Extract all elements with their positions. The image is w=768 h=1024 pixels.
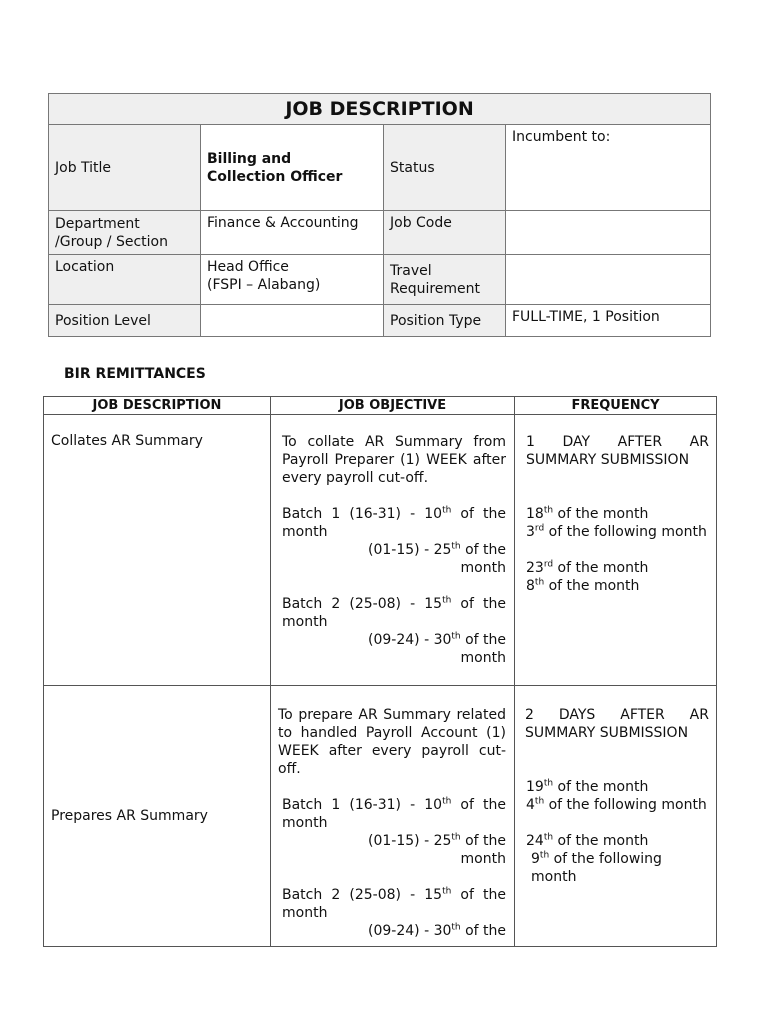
batch2-line-b: (09-24) - 30th of the month <box>368 631 506 666</box>
position-type-value: FULL-TIME, 1 Position <box>506 305 711 337</box>
table-row <box>44 415 717 686</box>
batch1-line-b: (01-15) - 25th of the month <box>368 832 506 867</box>
position-level-value <box>201 305 384 337</box>
batch2-line-a: Batch 2 (25-08) - 15th of the month <box>282 595 507 630</box>
batch2-line-a: Batch 2 (25-08) - 15th of the month <box>282 886 507 921</box>
document-title: JOB DESCRIPTION <box>49 94 711 125</box>
travel-requirement-value <box>506 255 711 305</box>
location-label: Location <box>49 255 201 305</box>
table-row <box>44 686 717 947</box>
travel-requirement-label: Travel Requirement <box>384 255 506 305</box>
position-type-label: Position Type <box>384 305 506 337</box>
batch1-line-a: Batch 1 (16-31) - 10th of the month <box>282 505 507 540</box>
bir-remittances-table <box>43 396 717 947</box>
row-frequency: 1 DAY AFTER AR SUMMARY SUBMISSION 18th of the month 3rd of the following month 23rd of the month 8th of the month <box>515 415 717 686</box>
job-title-label: Job Title <box>49 125 201 211</box>
job-title-value: Billing and Collection Officer <box>201 125 384 211</box>
status-value: Incumbent to: <box>506 125 711 211</box>
position-level-label: Position Level <box>49 305 201 337</box>
department-value: Finance & Accounting <box>201 211 384 255</box>
row-objective: To prepare AR Summary related to handled Payroll Account (1) WEEK after every payroll cut-off. Batch 1 (16-31) - 10th of the month (01-15) - 25th of the month Batch 2 (25-08) - 15th of the month (09-24) - 30th of the <box>271 686 515 947</box>
department-label: Department /Group / Section <box>49 211 201 255</box>
batch2-line-b: (09-24) - 30th of the <box>368 922 506 939</box>
column-header-job-objective: JOB OBJECTIVE <box>271 397 515 415</box>
job-code-label: Job Code <box>384 211 506 255</box>
section-title: BIR REMITTANCES <box>64 366 206 382</box>
job-code-value <box>506 211 711 255</box>
column-header-job-description: JOB DESCRIPTION <box>44 397 271 415</box>
row-frequency: 2 DAYS AFTER AR SUMMARY SUBMISSION 19th of the month 4th of the following month 24th of the month 9th of the following month <box>515 686 717 947</box>
status-label: Status <box>384 125 506 211</box>
row-description: Collates AR Summary <box>44 415 271 686</box>
row-description: Prepares AR Summary <box>44 686 271 947</box>
row-objective: To collate AR Summary from Payroll Preparer (1) WEEK after every payroll cut-off. Batch 1 (16-31) - 10th of the month (01-15) - 25th of the month Batch 2 (25-08) - 15th of the month (09-24) - 30th of the month <box>271 415 515 686</box>
batch1-line-b: (01-15) - 25th of the month <box>368 541 506 576</box>
batch1-line-a: Batch 1 (16-31) - 10th of the month <box>282 796 507 831</box>
location-value: Head Office (FSPI – Alabang) <box>201 255 384 305</box>
column-header-frequency: FREQUENCY <box>515 397 717 415</box>
job-description-header-table <box>48 93 711 337</box>
